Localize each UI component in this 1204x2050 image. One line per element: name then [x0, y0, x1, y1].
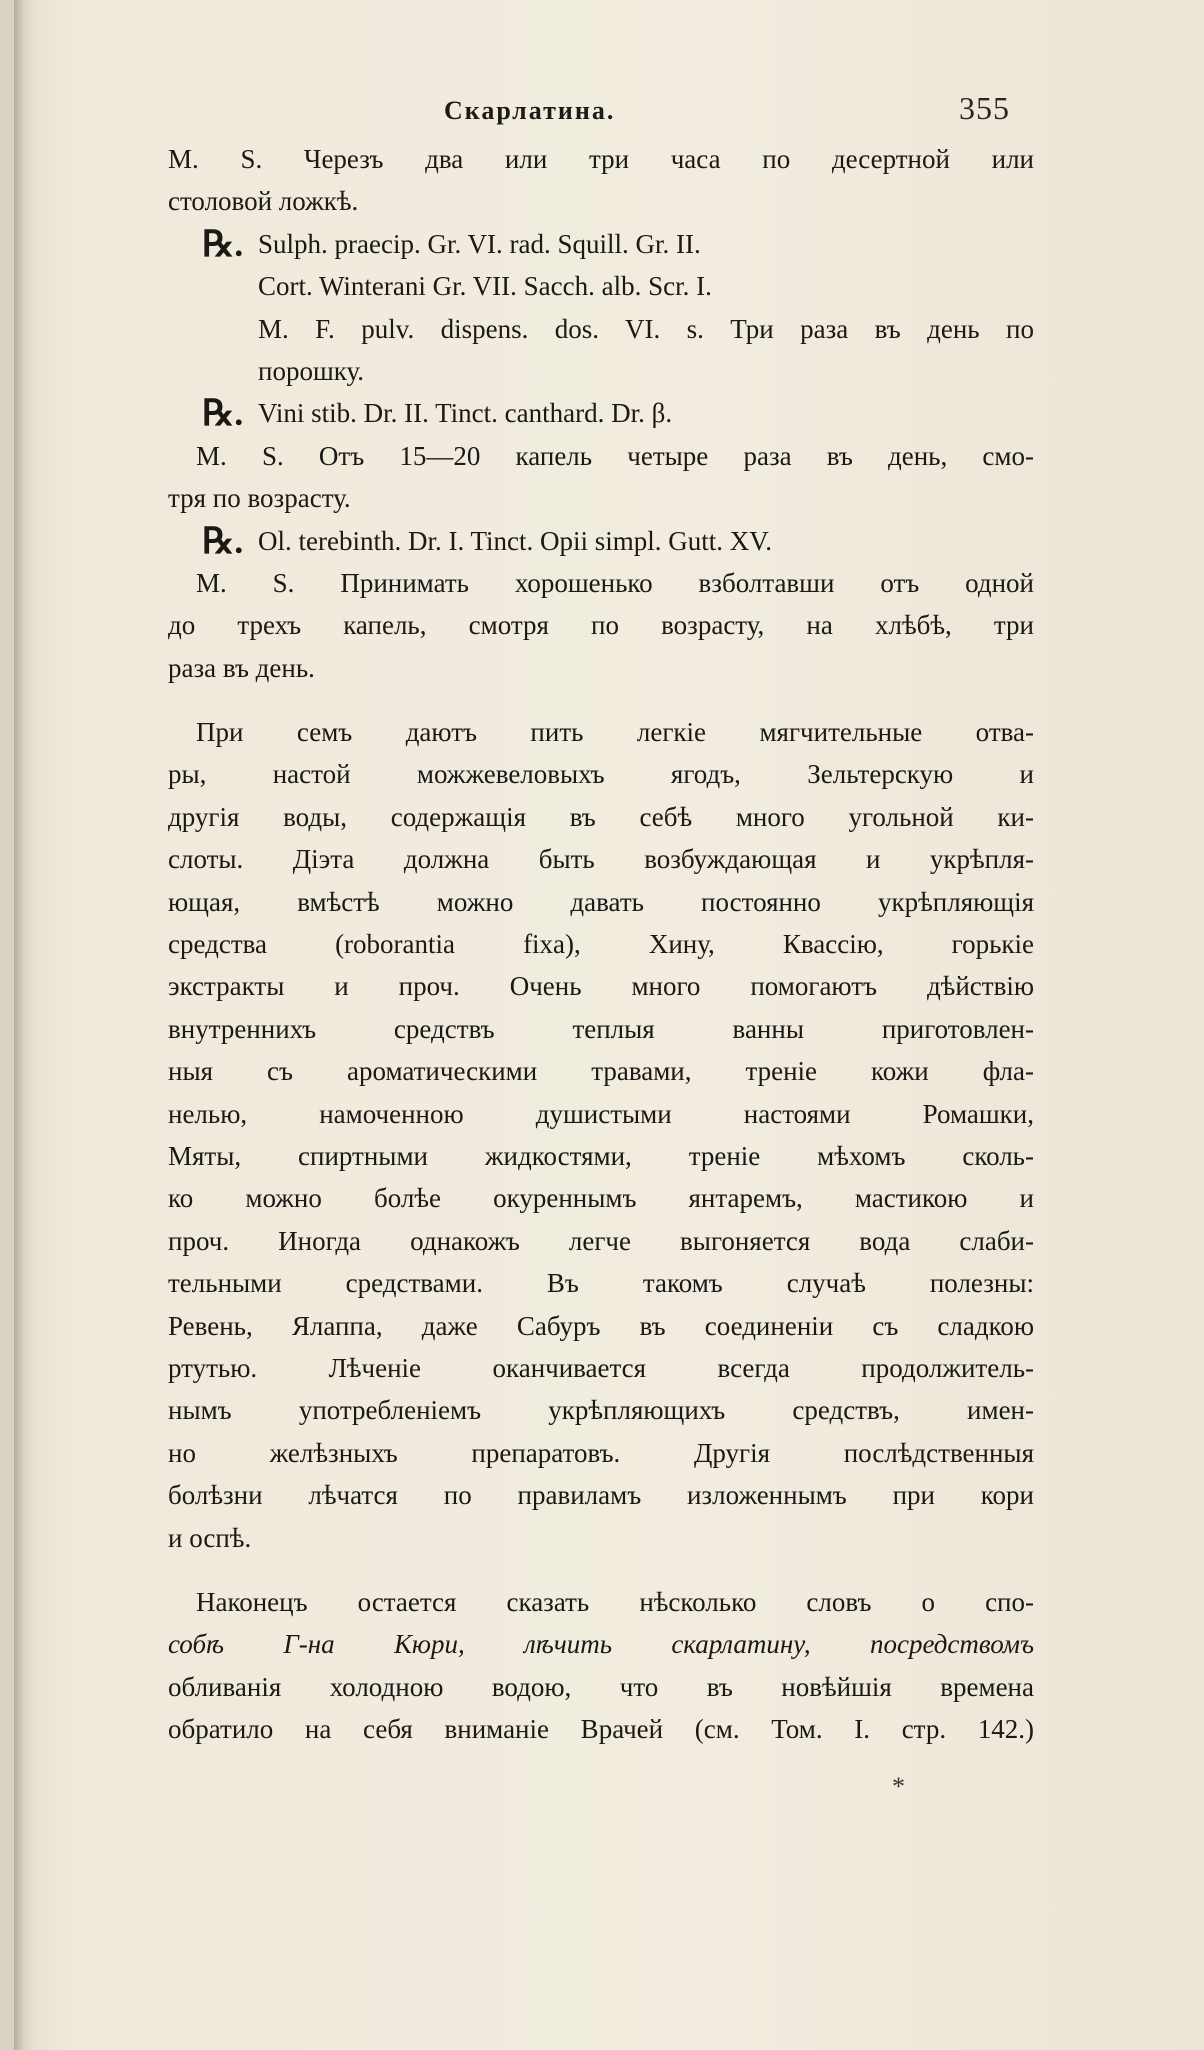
text-line — [154, 1666, 1034, 1708]
text-line — [154, 265, 1034, 307]
text-line — [154, 1050, 1034, 1092]
line-text: M. S. Принимать хорошенько взболтавши отъ одной — [196, 567, 1034, 598]
prescription-line — [154, 223, 1034, 265]
signature-mark: * — [892, 1772, 905, 1801]
body-text — [154, 138, 1034, 1750]
line-text: Ol. terebinth. Dr. I. Tinct. Opii simpl. Gutt. XV. — [258, 525, 773, 556]
text-line — [154, 1262, 1034, 1304]
text-line — [154, 796, 1034, 838]
text-line — [154, 604, 1034, 646]
text-line — [154, 838, 1034, 880]
line-text: но желѣзныхъ препаратовъ. Другія послѣдственныя — [168, 1437, 1034, 1468]
line-text: тельными средствами. Въ такомъ случаѣ полезны: — [168, 1268, 1034, 1299]
text-line — [154, 711, 1034, 753]
line-text: и оспѣ. — [168, 1522, 252, 1553]
prescription-line — [154, 520, 1034, 562]
prescription-line — [154, 392, 1034, 434]
line-text: экстракты и проч. Очень много помогаютъ дѣйствію — [168, 971, 1034, 1002]
text-line — [154, 881, 1034, 923]
line-text: нымъ употребленіемъ укрѣпляющихъ средствъ, имен- — [168, 1395, 1034, 1426]
line-text: обливанія холодною водою, что въ новѣйшія времена — [168, 1671, 1034, 1702]
text-line — [154, 1581, 1034, 1623]
text-line — [154, 562, 1034, 604]
recipe-symbol: ℞. — [202, 520, 244, 561]
line-text: обратило на себя вниманіе Врачей (см. Том. I. стр. 142.) — [168, 1714, 1034, 1745]
line-text: до трехъ капель, смотря по возрасту, на хлѣбѣ, три — [168, 610, 1034, 641]
text-line — [154, 477, 1034, 519]
page-number: 355 — [959, 90, 1010, 126]
text-line — [154, 1177, 1034, 1219]
line-text: При семъ даютъ пить легкіе мягчительные отва- — [196, 717, 1034, 748]
line-text: средства (roborantia fixa), Хину, Квассію, горькіе — [168, 929, 1034, 960]
line-text: ющая, вмѣстѣ можно давать постоянно укрѣпляющія — [168, 886, 1034, 917]
line-text: порошку. — [258, 355, 365, 386]
line-text: другія воды, содержащія въ себѣ много угольной ки- — [168, 801, 1034, 832]
text-line — [154, 1517, 1034, 1559]
line-text: нелью, намоченною душистыми настоями Ромашки, — [168, 1098, 1034, 1129]
line-text: столовой ложкѣ. — [168, 186, 359, 217]
book-page — [14, 0, 1204, 2050]
line-text: Vini stib. Dr. II. Tinct. canthard. Dr. β. — [258, 398, 673, 429]
text-line — [154, 1135, 1034, 1177]
line-text: M. F. pulv. dispens. dos. VI. s. Три раза въ день по — [258, 313, 1034, 344]
line-text: M. S. Отъ 15—20 капель четыре раза въ день, смо- — [196, 440, 1034, 471]
text-line — [154, 965, 1034, 1007]
text-line — [154, 308, 1034, 350]
line-text: ры, настой можжевеловыхъ ягодъ, Зельтерскую и — [168, 759, 1034, 790]
recipe-symbol: ℞. — [202, 223, 244, 264]
text-line — [154, 1708, 1034, 1750]
paragraph-gap — [154, 1559, 1034, 1581]
text-line — [154, 1389, 1034, 1431]
running-head — [14, 90, 1204, 136]
recipe-symbol: ℞. — [202, 393, 244, 434]
line-text: болѣзни лѣчатся по правиламъ изложеннымъ при кори — [168, 1480, 1034, 1511]
text-line — [154, 1432, 1034, 1474]
line-text: Ревень, Ялаппа, даже Сабуръ въ соединеніи съ сладкою — [168, 1310, 1034, 1341]
text-line — [154, 923, 1034, 965]
text-line — [154, 1347, 1034, 1389]
line-text: Мяты, спиртными жидкостями, треніе мѣхомъ сколь- — [168, 1140, 1034, 1171]
line-text: ныя съ ароматическими травами, треніе кожи фла- — [168, 1056, 1034, 1087]
line-text: раза въ день. — [168, 652, 315, 683]
text-line — [154, 753, 1034, 795]
text-line — [154, 138, 1034, 180]
line-text: Cort. Winterani Gr. VII. Sacch. alb. Scr. I. — [258, 271, 712, 302]
running-title: Скарлатина. — [444, 96, 616, 125]
text-line — [154, 1008, 1034, 1050]
line-text: проч. Иногда однакожъ легче выгоняется вода слаби- — [168, 1225, 1034, 1256]
line-text: ко можно болѣе окуреннымъ янтаремъ, мастикою и — [168, 1183, 1034, 1214]
line-text: M. S. Черезъ два или три часа по десертной или — [168, 144, 1034, 174]
line-text: ртутью. Лѣченіе оканчивается всегда продолжитель- — [168, 1352, 1034, 1383]
text-line — [154, 1474, 1034, 1516]
paragraph-gap — [154, 689, 1034, 711]
text-line — [154, 1623, 1034, 1665]
line-text: тря по возрасту. — [168, 483, 351, 514]
text-line — [154, 647, 1034, 689]
text-line — [154, 1220, 1034, 1262]
line-text: внутреннихъ средствъ теплыя ванны приготовлен- — [168, 1013, 1034, 1044]
text-line — [154, 1093, 1034, 1135]
line-text: слоты. Діэта должна быть возбуждающая и укрѣпля- — [168, 844, 1034, 875]
text-line — [154, 180, 1034, 222]
line-text: собѣ Г-на Кюри, лѣчить скарлатину, посредствомъ — [168, 1629, 1034, 1660]
text-line — [154, 350, 1034, 392]
line-text: Наконецъ остается сказать нѣсколько словъ о спо- — [196, 1586, 1034, 1617]
line-text: Sulph. praecip. Gr. VI. rad. Squill. Gr. II. — [258, 228, 701, 259]
text-line — [154, 435, 1034, 477]
text-line — [154, 1305, 1034, 1347]
